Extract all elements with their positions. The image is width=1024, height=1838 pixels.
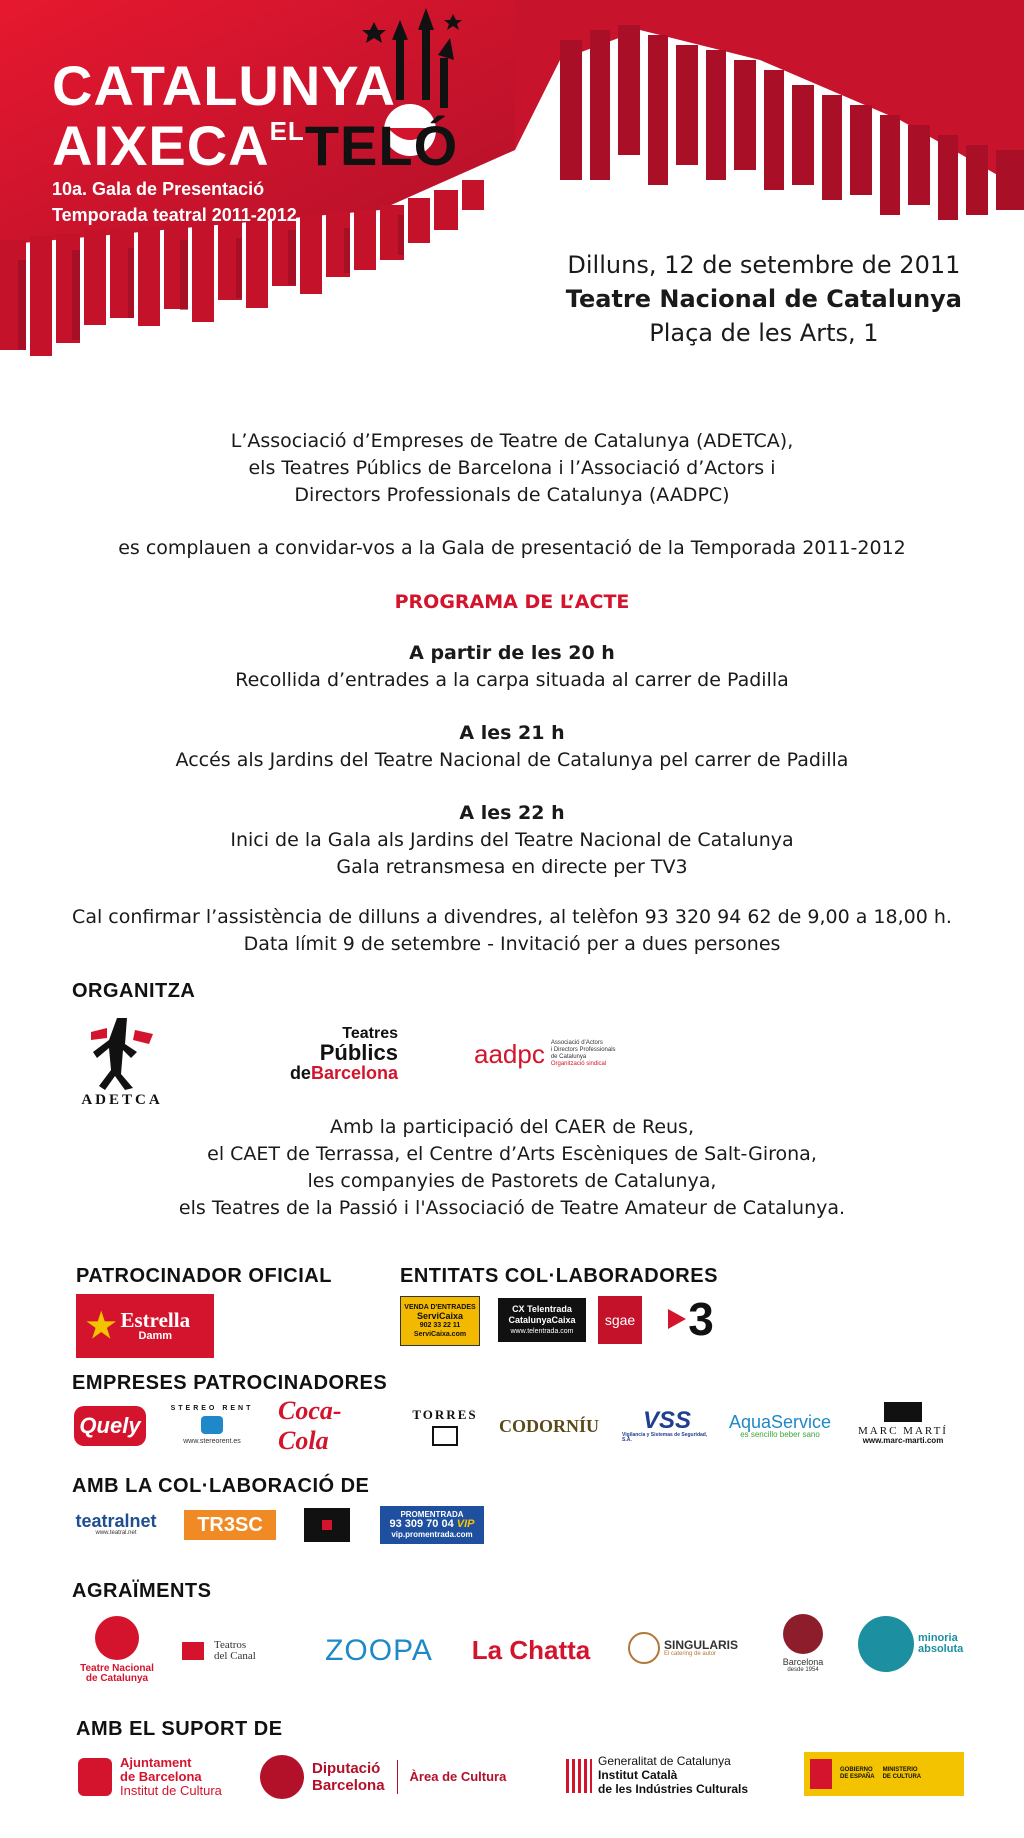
title-el: EL <box>269 116 305 146</box>
collaboration-heading: AMB LA COL·LABORACIÓ DE <box>72 1475 370 1497</box>
aadpc-desc-4: Organització sindical <box>550 1061 607 1067</box>
adetca-figure-icon <box>87 1014 157 1092</box>
invite-text: es complauen a convidar-vos a la Gala de presentació de la Temporada 2011-2012 <box>118 537 906 559</box>
telentrada-3: www.telentrada.com <box>510 1327 574 1335</box>
event-venue: Teatre Nacional de Catalunya <box>565 285 962 313</box>
marcmarti-emblem-icon <box>884 1402 922 1422</box>
torres-text: TORRES <box>412 1406 478 1422</box>
casanova-emblem-icon <box>783 1614 823 1654</box>
stereorent-2: www.stereorent.es <box>183 1438 241 1445</box>
generalitat-3: de les Indústries Culturals <box>598 1781 749 1796</box>
diputacio-1: Diputació <box>312 1759 381 1777</box>
tpb-line-3 <box>290 1064 398 1082</box>
promentrada-3: vip.promentrada.com <box>391 1529 473 1539</box>
aquaservice-text: AquaService <box>728 1412 832 1432</box>
canal-text <box>214 1640 256 1662</box>
tv3-triangle-icon <box>668 1309 686 1329</box>
confirm-line-2: Data límit 9 de setembre - Invitació per a dues persones <box>243 933 781 955</box>
generalitat-logo <box>566 1750 786 1802</box>
ajuntament-logo <box>78 1752 238 1802</box>
event-info <box>566 248 962 350</box>
servicaixa-4: ServiCaixa.com <box>413 1331 467 1338</box>
canal-1: Teatros <box>214 1639 247 1651</box>
companies-heading: EMPRESES PATROCINADORES <box>72 1372 388 1394</box>
participation-text <box>0 1114 1024 1222</box>
tnc-emblem-icon <box>95 1616 139 1660</box>
participation-line-1: Amb la participació del CAER de Reus, <box>329 1116 694 1138</box>
generalitat-emblem-icon <box>566 1759 592 1793</box>
teatralnet-text: teatralnet <box>75 1511 157 1531</box>
codorniu-logo: CODORNÍU <box>499 1415 600 1436</box>
diputacio-text <box>312 1760 385 1795</box>
subtitle-line-2: Temporada teatral 2011-2012 <box>52 205 297 225</box>
aadpc-desc <box>551 1040 616 1068</box>
intro-line-3: Directors Professionals de Catalunya (AADPC) <box>294 484 730 506</box>
aadpc-desc-2: i Directors Professionals <box>550 1047 616 1053</box>
marcmarti-url: www.marc-marti.com <box>862 1435 944 1445</box>
generalitat-1: Generalitat de Catalunya <box>598 1754 731 1769</box>
collaborators-heading: ENTITATS COL·LABORADORES <box>400 1265 718 1287</box>
promentrada-logo <box>380 1506 484 1544</box>
servicaixa-1: VENDA D'ENTRADES <box>404 1304 476 1311</box>
ajuntament-emblem-icon <box>78 1758 112 1796</box>
ministerio-cultura-logo <box>804 1752 964 1796</box>
title-line-2 <box>52 114 459 177</box>
ministerio-text-b <box>883 1767 922 1780</box>
program-item <box>0 640 1024 694</box>
telentrada-2: CatalunyaCaixa <box>508 1314 576 1325</box>
program-desc: Inici de la Gala als Jardins del Teatre Nacional de Catalunya <box>230 829 794 851</box>
program-time: A partir de les 20 h <box>409 642 615 664</box>
tpb-line-1: Teatres <box>342 1025 398 1042</box>
tnc-text-2: de Catalunya <box>85 1673 149 1684</box>
ministerio-1: GOBIERNO <box>840 1767 873 1774</box>
torres-emblem-icon <box>432 1426 458 1446</box>
estrella-damm-logo <box>76 1294 214 1358</box>
ministerio-4: DE CULTURA <box>882 1774 922 1780</box>
adetca-text: ADETCA <box>81 1091 163 1108</box>
canal-2: del Canal <box>214 1650 256 1662</box>
program-title: PROGRAMA DE L’ACTE <box>394 591 630 613</box>
marcmarti-logo <box>850 1396 956 1450</box>
subtitle-line-1: 10a. Gala de Presentació <box>52 179 265 199</box>
event-date: Dilluns, 12 de setembre de 2011 <box>567 251 961 279</box>
generalitat-2: Institut Català <box>598 1768 678 1783</box>
organitza-heading: ORGANITZA <box>72 980 196 1002</box>
promentrada-2: 93 309 70 04 <box>389 1518 454 1531</box>
casanova-1: Barcelona <box>782 1656 824 1667</box>
casanova-2: desde 1954 <box>787 1666 819 1673</box>
agraiments-heading: AGRAÏMENTS <box>72 1580 212 1602</box>
telentrada-logo <box>498 1298 586 1342</box>
participation-line-3: les companyies de Pastorets de Catalunya, <box>307 1170 717 1192</box>
ministerio-text-a <box>840 1767 875 1780</box>
tnc-text-1: Teatre Nacional <box>80 1663 154 1674</box>
vss-tagline: Vigilancia y Sistemas de Seguridad, S.A. <box>622 1432 708 1443</box>
servicaixa-3: 902 33 22 11 <box>419 1322 461 1329</box>
ministerio-2: DE ESPAÑA <box>840 1774 875 1780</box>
estrella-text <box>120 1310 190 1342</box>
official-sponsor-heading: PATROCINADOR OFICIAL <box>76 1265 332 1287</box>
damm-name: Damm <box>138 1330 173 1342</box>
stereorent-icon <box>201 1416 223 1434</box>
tv3-logo <box>660 1294 722 1344</box>
vss-logo <box>622 1406 712 1446</box>
program-item <box>0 800 1024 881</box>
marcmarti-text: MARC MARTÍ <box>858 1424 948 1437</box>
vss-text: VSS <box>642 1407 692 1434</box>
aadpc-text: aadpc <box>474 1038 545 1069</box>
participation-line-2: el CAET de Terrassa, el Centre d’Arts Escèniques de Salt-Girona, <box>207 1143 817 1165</box>
aadpc-logo <box>474 1036 644 1072</box>
tpb-barcelona: Barcelona <box>310 1063 398 1083</box>
singularis-2: El catering de autor <box>664 1651 717 1657</box>
teatre-victoria-emblem-icon <box>322 1520 332 1530</box>
singularis-logo <box>628 1626 746 1670</box>
intro-line-1: L’Associació d’Empreses de Teatre de Catalunya (ADETCA), <box>230 430 794 452</box>
teatre-victoria-logo <box>304 1508 350 1542</box>
tresc-logo: TR3SC <box>184 1510 276 1540</box>
stereorent-1: STEREO RENT <box>170 1405 254 1412</box>
title-aixeca: AIXECA <box>52 114 270 177</box>
promentrada-1: PROMENTRADA <box>400 1509 464 1519</box>
singularis-text <box>664 1639 738 1657</box>
singularis-1: SINGULARIS <box>664 1638 739 1652</box>
participation-line-4: els Teatres de la Passió i l'Associació de Teatre Amateur de Catalunya. <box>178 1197 846 1219</box>
aquaservice-tagline: es sencillo beber sano <box>740 1430 820 1439</box>
title-telo: TELÓ <box>304 114 459 177</box>
teatros-canal-logo <box>182 1636 302 1666</box>
cocacola-logo: Coca-Cola <box>278 1396 342 1455</box>
casanova-logo <box>772 1604 834 1682</box>
ajuntament-3: Institut de Cultura <box>120 1783 222 1799</box>
title-line-1: CATALUNYA <box>52 54 396 117</box>
diputacio-divider <box>397 1760 398 1794</box>
tpb-logo <box>238 1026 398 1082</box>
teatralnet-logo <box>74 1506 158 1542</box>
adetca-logo <box>72 1008 172 1114</box>
diputacio-2: Barcelona <box>312 1777 385 1794</box>
aadpc-desc-3: de Catalunya <box>550 1054 587 1060</box>
stereorent-logo <box>162 1402 262 1448</box>
servicaixa-logo <box>400 1296 480 1346</box>
estrella-name: Estrella <box>120 1308 191 1332</box>
minoria-absoluta-logo <box>858 1614 970 1674</box>
lachatta-logo: La Chatta <box>471 1634 591 1665</box>
teatralnet-url: www.teatral.net <box>95 1530 137 1536</box>
program-item <box>0 720 1024 774</box>
tnc-logo <box>70 1612 164 1688</box>
ajuntament-1: Ajuntament <box>120 1754 192 1770</box>
confirm-text <box>0 904 1024 958</box>
minoria-text <box>918 1633 963 1655</box>
minoria-emblem-icon <box>858 1616 914 1672</box>
ministerio-emblem-icon <box>810 1759 832 1789</box>
torres-logo <box>404 1404 486 1448</box>
minoria-1: minoria <box>918 1632 958 1644</box>
generalitat-text <box>598 1755 748 1796</box>
program-time: A les 22 h <box>459 802 565 824</box>
intro-text <box>0 428 1024 509</box>
sgae-logo: sgae <box>598 1296 642 1344</box>
event-address: Plaça de les Arts, 1 <box>649 319 879 347</box>
program-desc: Recollida d’entrades a la carpa situada al carrer de Padilla <box>235 669 789 691</box>
zoopa-logo: ZOOPA <box>325 1634 433 1667</box>
program-time: A les 21 h <box>459 722 565 744</box>
quely-logo: Quely <box>74 1406 146 1446</box>
telentrada-1: CX Telentrada <box>512 1303 572 1314</box>
intro-line-2: els Teatres Públics de Barcelona i l’Associació d’Actors i <box>248 457 776 479</box>
confirm-line-1: Cal confirmar l’assistència de dilluns a divendres, al telèfon 93 320 94 62 de 9,00 a 18,00 h. <box>72 906 952 928</box>
diputacio-emblem-icon <box>260 1755 304 1799</box>
tv3-number: 3 <box>688 1293 714 1345</box>
program-desc: Gala retransmesa en directe per TV3 <box>336 856 688 878</box>
aquaservice-logo <box>726 1404 834 1448</box>
diputacio-logo <box>260 1752 540 1802</box>
servicaixa-2: ServiCaixa <box>416 1311 464 1321</box>
program-desc: Accés als Jardins del Teatre Nacional de Catalunya pel carrer de Padilla <box>175 749 849 771</box>
support-heading: AMB EL SUPORT DE <box>76 1718 283 1740</box>
comunidad-madrid-icon <box>182 1642 204 1660</box>
ajuntament-text <box>120 1756 222 1799</box>
star-icon: ★ <box>86 1307 117 1345</box>
aadpc-desc-1: Associació d’Actors <box>550 1040 603 1046</box>
header-banner <box>0 0 1024 400</box>
tpb-de: de <box>289 1063 311 1083</box>
ajuntament-2: de Barcelona <box>120 1768 202 1784</box>
singularis-emblem-icon <box>628 1632 660 1664</box>
ministerio-3: MINISTERIO <box>882 1767 918 1774</box>
tpb-line-2: Públics <box>319 1040 398 1065</box>
promentrada-vip: VIP <box>456 1518 475 1531</box>
minoria-2: absoluta <box>918 1643 964 1655</box>
diputacio-3: Àrea de Cultura <box>409 1768 507 1784</box>
